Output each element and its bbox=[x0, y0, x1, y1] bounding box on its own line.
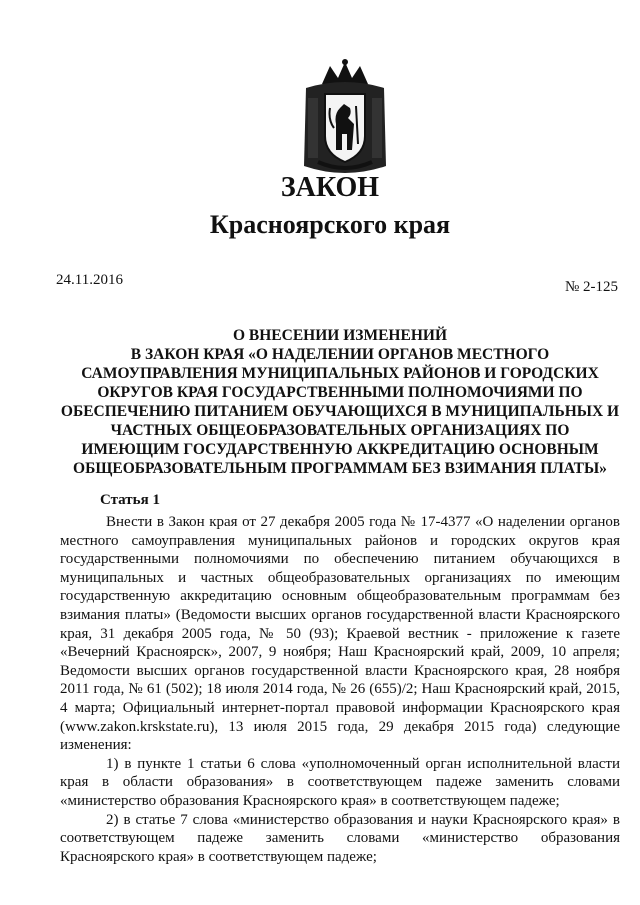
heading-line: В ЗАКОН КРАЯ «О НАДЕЛЕНИИ ОРГАНОВ МЕСТНОГО bbox=[130, 346, 550, 363]
heading-line: ОБЩЕОБРАЗОВАТЕЛЬНЫМ ПРОГРАММАМ БЕЗ ВЗИМАНИЯ ПЛАТЫ» bbox=[73, 460, 607, 477]
heading-line: ОБЕСПЕЧЕНИЮ ПИТАНИЕМ ОБУЧАЮЩИХСЯ В МУНИЦИПАЛЬНЫХ И bbox=[60, 403, 620, 420]
article-paragraph: Внести в Закон края от 27 декабря 2005 года № 17-4377 «О наделении органов местного самоуправления муниципальных районов и городских округов края государственными полномочиями по обеспечению питанием обучающихся в муниципальных и частных общеобразовательных организациях по имеющим государственную аккредитацию основным общеобразовательным программам без взимания платы» (Ведомости высших органов государственной власти Красноярского края, 31 декабря 2005 года, № 50 (93); Краевой вестник - приложение к газете «Вечерний Красноярск», 2007, 9 ноября; Наш Красноярский край, 2009, 10 апреля; Ведомости высших органов государственной власти Красноярского края, 28 ноября 2011 года, № 61 (502); 18 июля 2014 года, № 26 (655)/2; Наш Красноярский край, 2015, 4 марта; Официальный интернет-портал правовой информации Красноярского края (www.zakon.krskstate.ru), 13 июля 2015 года, 29 декабря 2015 года) следующие изменения: bbox=[60, 514, 620, 754]
article-paragraph: 2) в статье 7 слова «министерство образования и науки Красноярского края» в соответствующем падеже заменить словами «министерство образования Красноярского края» в соответствующем падеже; bbox=[60, 811, 620, 865]
heading-line: О ВНЕСЕНИИ ИЗМЕНЕНИЙ bbox=[232, 327, 447, 344]
document-date: 24.11.2016 bbox=[56, 272, 123, 288]
coat-of-arms-icon bbox=[300, 58, 390, 178]
article-body bbox=[60, 513, 620, 866]
law-heading bbox=[60, 326, 620, 478]
article-paragraph: 1) в пункте 1 статьи 6 слова «уполномоченный орган исполнительной власти края в области образования» в соответствующем падеже заменить словами «министерство образования Красноярского края» в соответствующем падеже; bbox=[60, 755, 620, 809]
heading-line: ЧАСТНЫХ ОБЩЕОБРАЗОВАТЕЛЬНЫХ ОРГАНИЗАЦИЯХ ПО bbox=[110, 422, 570, 439]
document-subtitle: Красноярского края bbox=[209, 210, 451, 239]
heading-line: САМОУПРАВЛЕНИЯ МУНИЦИПАЛЬНЫХ РАЙОНОВ И ГОРОДСКИХ bbox=[81, 365, 599, 382]
document-title: ЗАКОН bbox=[280, 172, 380, 203]
document-number: № 2-125 bbox=[564, 279, 618, 295]
heading-line: ОКРУГОВ КРАЯ ГОСУДАРСТВЕННЫМИ ПОЛНОМОЧИЯМИ ПО bbox=[97, 384, 583, 401]
article-title: Статья 1 bbox=[100, 492, 160, 508]
heading-line: ИМЕЮЩИМ ГОСУДАРСТВЕННУЮ АККРЕДИТАЦИЮ ОСНОВНЫМ bbox=[81, 441, 599, 458]
